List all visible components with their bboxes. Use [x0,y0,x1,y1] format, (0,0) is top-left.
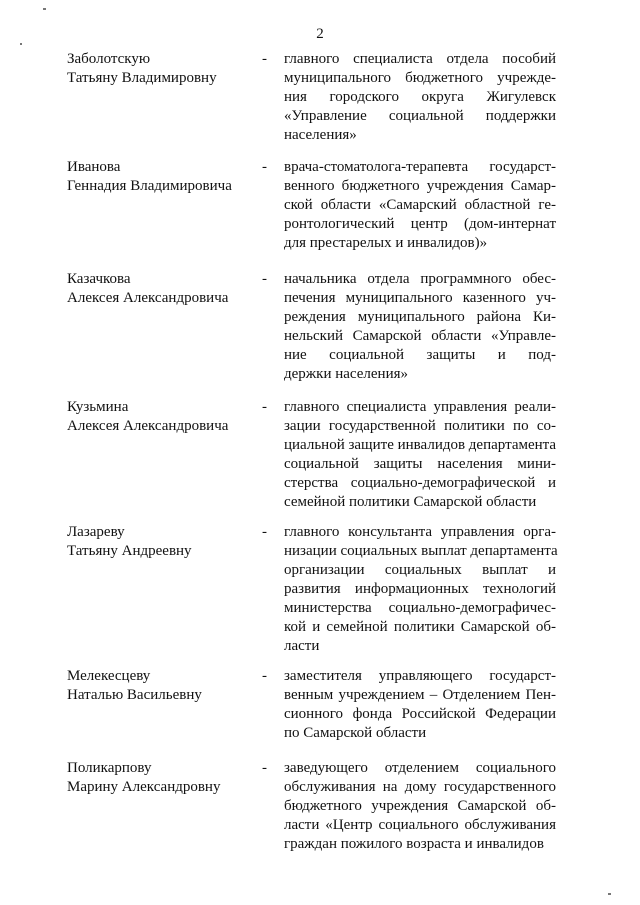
position-line: заместителя управляющего государст- [284,668,556,684]
position-line: главного специалиста отдела пособий [284,51,556,67]
position-line: главного консультанта управления орга- [284,524,556,540]
dash-separator: - [262,524,267,540]
appointee-name [67,398,247,436]
name-line: Алексея Александровича [67,418,229,434]
position-line: ласти [284,638,320,654]
appointee-name [67,523,247,561]
name-line: Казачкова [67,271,131,287]
dash-separator: - [262,159,267,175]
position-line: ние социальной защиты и под- [284,347,556,363]
position-line: населения» [284,127,357,143]
appointee-position [284,523,556,656]
position-line: бюджетного учреждения Самарской об- [284,798,556,814]
position-line: держки населения» [284,366,408,382]
position-line: сионного фонда Российской Федерации [284,706,556,722]
position-line: венным учреждением – Отделением Пен- [284,687,556,703]
position-line: циальной защите инвалидов департамента [284,437,557,453]
name-line: Татьяну Владимировну [67,70,217,86]
name-line: Алексея Александровича [67,290,229,306]
scan-speck [43,8,46,10]
dash-separator: - [262,51,267,67]
position-line: врача-стоматолога-терапевта государст- [284,159,556,175]
dash-separator: - [262,271,267,287]
name-line: Геннадия Владимировича [67,178,232,194]
name-line: Поликарпову [67,760,152,776]
position-line: кой и семейной политики Самарской об- [284,619,556,635]
appointee-name [67,270,247,308]
position-line: ласти «Центр социального обслуживания [284,817,556,833]
position-line: нельский Самарской области «Управле- [284,328,556,344]
scan-speck [608,893,611,895]
name-line: Кузьмина [67,399,129,415]
position-line: реждения муниципального района Ки- [284,309,556,325]
position-line: развития информационных технологий [284,581,556,597]
name-line: Наталью Васильевну [67,687,202,703]
position-line: семейной политики Самарской области [284,494,537,510]
position-line: по Самарской области [284,725,427,741]
position-line: заведующего отделением социального [284,760,556,776]
position-line: печения муниципального казенного уч- [284,290,556,306]
position-line: для престарелых и инвалидов)» [284,235,488,251]
appointee-position [284,759,556,854]
name-line: Иванова [67,159,121,175]
position-line: ронтологический центр (дом-интернат [284,216,556,232]
scan-speck [20,43,22,45]
appointee-position [284,398,556,512]
position-line: главного специалиста управления реали- [284,399,556,415]
position-line: организации социальных выплат и [284,562,556,578]
appointee-name [67,667,247,705]
appointee-position [284,158,556,253]
appointee-name [67,50,247,88]
appointee-position [284,50,556,145]
name-line: Татьяну Андреевну [67,543,192,559]
appointee-position [284,270,556,384]
position-line: граждан пожилого возраста и инвалидов [284,836,544,852]
position-line: ской области «Самарский областной ге- [284,197,556,213]
appointee-name [67,158,247,196]
position-line: низации социальных выплат департамента [284,543,558,559]
dash-separator: - [262,668,267,684]
position-line: начальника отдела программного обес- [284,271,556,287]
name-line: Заболотскую [67,51,151,67]
page-number: 2 [316,26,324,42]
name-line: Марину Александровну [67,779,221,795]
position-line: стерства социально-демографической и [284,475,556,491]
position-line: обслуживания на дому государственного [284,779,556,795]
dash-separator: - [262,399,267,415]
position-line: зации государственной политики по со- [284,418,556,434]
appointee-position [284,667,556,743]
position-line: ния городского округа Жигулевск [284,89,556,105]
name-line: Лазареву [67,524,125,540]
position-line: социальной защиты населения мини- [284,456,556,472]
dash-separator: - [262,760,267,776]
position-line: муниципального бюджетного учрежде- [284,70,556,86]
position-line: министерства социально-демографичес- [284,600,556,616]
position-line: «Управление социальной поддержки [284,108,556,124]
name-line: Мелекесцеву [67,668,151,684]
appointee-name [67,759,247,797]
position-line: венного бюджетного учреждения Самар- [284,178,556,194]
